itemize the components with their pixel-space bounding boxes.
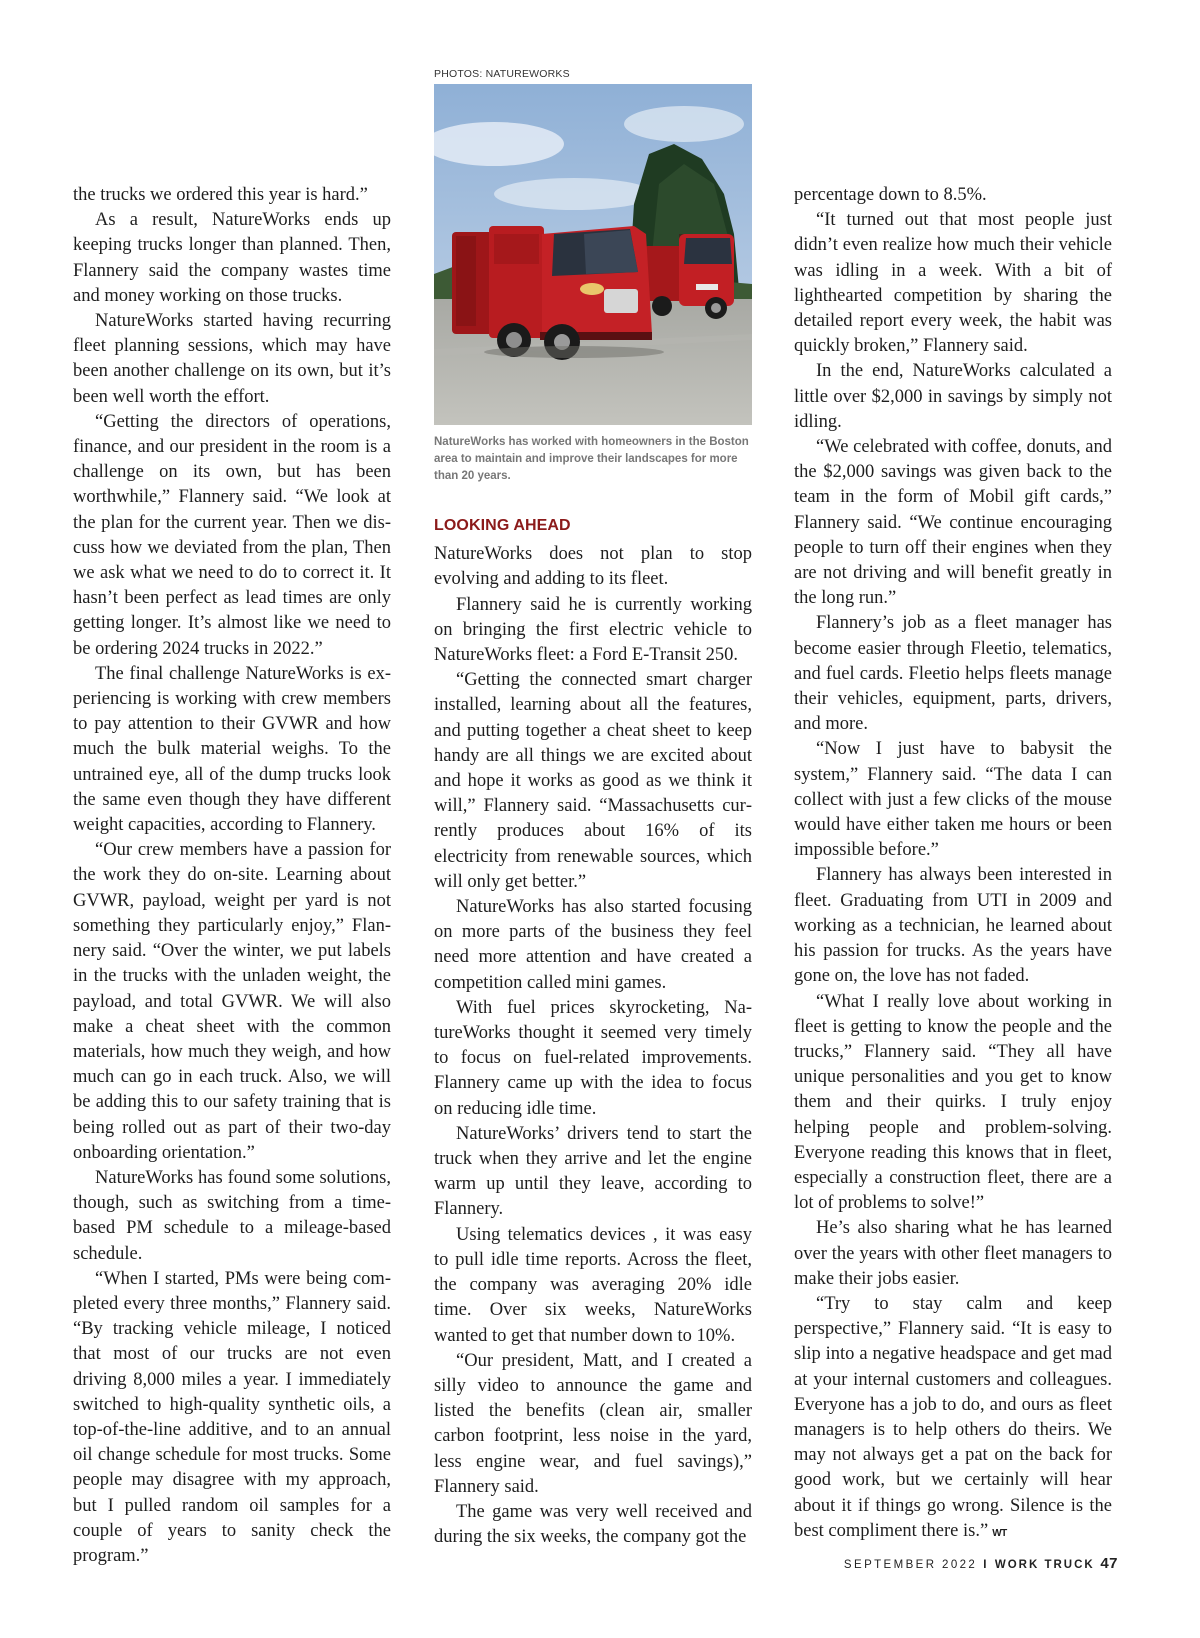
paragraph: The game was very well received and during the six weeks, the company got the [434, 1501, 752, 1548]
end-mark-icon: WT [992, 1527, 1007, 1539]
paragraph: “Getting the directors of operations, finance, and our president in the room is a challenge on its own, but has been worthwhile,” Flannery said. “We look at the plan for the current year. Then we discuss how we deviated from the plan, Then we ask what we need to do to correct it. It hasn’t been perfect as lead times are only getting longer. It’s almost like we need to be ordering 2024 trucks in 2022.” [73, 411, 391, 659]
paragraph: The final challenge NatureWorks is experiencing is working with crew members to pay attention to their GVWR and how much the bulk material weighs. To the untrained eye, all of the dump trucks look the same even though they have different weight capacities, according to Flannery. [73, 663, 391, 836]
paragraph: In the end, NatureWorks calculated a little over $2,000 in savings by simply not idling. [794, 361, 1112, 432]
paragraph: NatureWorks started having recurring fleet planning sessions, which may have been another challenge on its own, but it’s been well worth the effort. [73, 311, 391, 407]
article-column-left [73, 183, 391, 1569]
paragraph: NatureWorks’ drivers tend to start the truck when they arrive and let the engine warm up until they leave, according to Flannery. [434, 1123, 752, 1220]
page-footer [844, 1555, 1118, 1572]
paragraph-final [794, 1292, 1112, 1546]
paragraph: percentage down to 8.5%. [794, 185, 987, 205]
paragraph: “We celebrated with coffee, donuts, and the $2,000 savings was given back to the team in the form of Mobil gift cards,” Flannery said. “We continue encouraging people to turn off their engines when they are not driving and will benefit greatly in the long run.” [794, 437, 1112, 609]
paragraph: NatureWorks does not plan to stop evolving and adding to its fleet. [434, 544, 752, 590]
paragraph: “Our president, Matt, and I created a silly video to announce the game and listed the benefits (clean air, smaller carbon footprint, less noise in the yard, less engine wear, and fuel savings),” Flannery said. [434, 1350, 752, 1497]
paragraph: “Now I just have to babysit the system,” Flannery said. “The data I can collect with just a few clicks of the mouse would have either taken me hours or been impossible before.” [794, 739, 1112, 861]
footer-separator: I [983, 1559, 989, 1571]
article-column-right [794, 183, 1112, 1546]
paragraph: Flannery said he is currently working on bringing the first electric vehicle to NatureWorks fleet: a Ford E-Transit 250. [434, 594, 752, 666]
magazine-name: WORK TRUCK [994, 1559, 1095, 1571]
issue-date: SEPTEMBER 2022 [843, 1559, 978, 1571]
paragraph: As a result, NatureWorks ends up keeping trucks longer than planned. Then, Flannery said the company wastes time and money working on those trucks. [73, 210, 391, 306]
paragraph: Using telematics devices , it was easy to pull idle time reports. Across the fleet, the company was averaging 20% idle time. Over six weeks, NatureWorks wanted to get that number down to 10%. [434, 1224, 752, 1346]
paragraph: With fuel prices skyrocketing, NatureWorks thought it seemed very timely to focus on fuel-related improvements. Flannery came up with the idea to focus on reducing idle time. [434, 997, 752, 1119]
truck-photo [434, 84, 752, 425]
photo-caption: NatureWorks has worked with homeowners in the Boston area to maintain and improve their landscapes for more than 20 years. [434, 436, 749, 482]
paragraph: NatureWorks has found some solutions, though, such as switching from a time-based PM schedule to a mileage-based schedule. [73, 1167, 391, 1264]
paragraph: He’s also sharing what he has learned over the years with other fleet managers to make their jobs easier. [794, 1218, 1112, 1289]
photo-credit: PHOTOS: NATUREWORKS [434, 68, 570, 80]
paragraph: Flannery’s job as a fleet manager has become easier through Fleetio, telematics, and fuel cards. Fleetio helps fleets manage their vehicles, equipment, parts, drivers, and more. [794, 613, 1112, 735]
paragraph: the trucks we ordered this year is hard.” [73, 185, 368, 205]
section-heading: LOOKING AHEAD [434, 517, 571, 534]
page-number: 47 [1100, 1555, 1118, 1572]
paragraph-text: “Try to stay calm and keep perspective,” Flannery said. “It is easy to slip into a negative headspace and get mad at your internal customers and colleagues. Everyone has a job to do, and ours as fleet managers is to help others do theirs. We may not always get a pat on the back for good work, but we certainly will hear about it if things go wrong. Silence is the best compliment there is.” [794, 1293, 1112, 1541]
paragraph: “Getting the connected smart charger installed, learning about all the features, and putting together a cheat sheet to keep handy are all things we are excited about and hope it works as good as we think it will,” Flannery said. “Massachusetts currently produces about 16% of its electricity from renewable sources, which will only get better.” [434, 670, 752, 892]
paragraph: “When I started, PMs were being completed every three months,” Flannery said. “By tracking vehicle mileage, I noticed that most of our trucks are not even driving 8,000 miles a year. I immediately switched to high-quality synthetic oils, a top-of-the-line additive, and to an annual oil change schedule for most trucks. Some people may disagree with my approach, but I pulled random oil samples for a couple of years to sanity check the program.” [73, 1268, 391, 1566]
paragraph: “What I really love about working in fleet is getting to know the people and the trucks,” Flannery said. “They all have unique personalities and you get to know them and their quirks. I truly enjoy helping people and problem-solving. Everyone reading this knows that in fleet, especially a construction fleet, there are a lot of problems to solve!” [794, 991, 1112, 1214]
paragraph: NatureWorks has also started focusing on more parts of the business they feel need more attention and have created a competition called mini games. [434, 897, 752, 993]
paragraph: “Our crew members have a passion for the work they do on-site. Learning about GVWR, payload, weight per yard is not something they particularly enjoy,” Flannery said. “Over the winter, we put labels in the trucks with the unladen weight, the payload, and total GVWR. We will also make a cheat sheet with the common materials, how much they weigh, and how much can go in each truck. Also, we will be adding this to our safety training that is being rolled out as part of their two-day onboarding orientation.” [73, 840, 391, 1163]
article-column-middle [434, 513, 752, 1550]
paragraph: “It turned out that most people just didn’t even realize how much their vehicle was idling in a week. With a bit of lighthearted competition by sharing the detailed report every week, the habit was quickly broken,” Flannery said. [794, 210, 1112, 357]
paragraph: Flannery has always been interested in fleet. Graduating from UTI in 2009 and working as a technician, he learned about his passion for trucks. As the years have gone on, the love has not faded. [794, 865, 1112, 987]
